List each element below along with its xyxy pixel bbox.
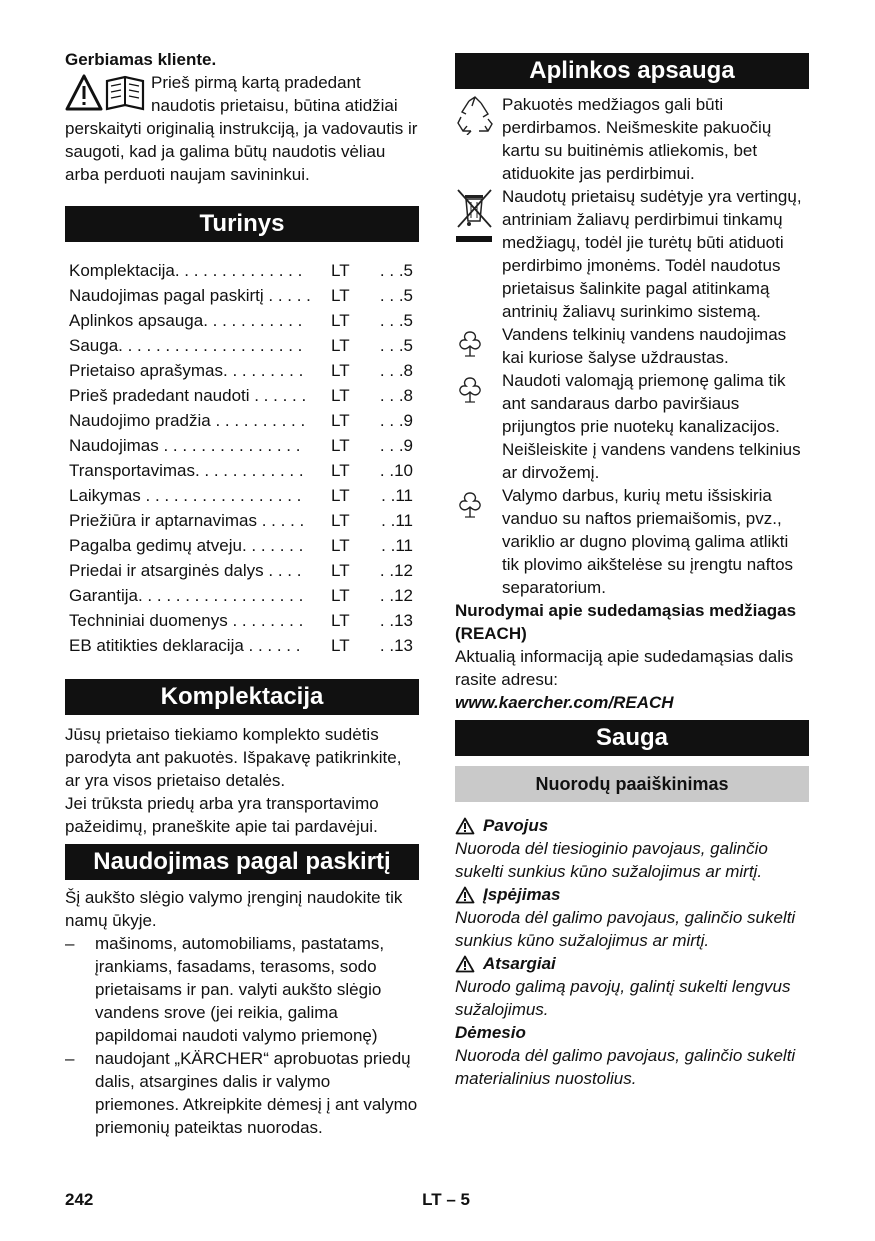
toc-title: Priedai ir atsarginės dalys . . . . <box>69 561 302 580</box>
right-column <box>455 53 809 1090</box>
greeting-block <box>65 71 419 186</box>
signal-text: Nuoroda dėl galimo pavojaus, galinčio sukelti sunkius kūno sužalojimus ar mirtį. <box>455 908 796 950</box>
signal-title <box>455 883 809 906</box>
toc-lang: LT <box>331 486 350 505</box>
signal-title-label: Įspėjimas <box>483 885 561 904</box>
toc-lang: LT <box>331 261 350 280</box>
toc-title: Techniniai duomenys . . . . . . . . <box>69 611 304 630</box>
toc-title: Prietaiso aprašymas. . . . . . . . . <box>69 361 304 380</box>
left-column <box>65 48 419 1139</box>
sauga-subheading: Nuorodų paaiškinimas <box>455 766 809 802</box>
list-item: – naudojant „KÄRCHER“ aprobuotas priedų dalis, atsargines dalis ir valymo priemones. Atkreipkite dėmesį į ant valymo priemonių pateiktas nuorodas. <box>65 1049 418 1137</box>
water-leaf-icon <box>455 484 502 599</box>
toc-lang: LT <box>331 286 350 305</box>
signal-text: Nuoroda dėl galimo pavojaus, galinčio sukelti materialinius nuostolius. <box>455 1046 796 1088</box>
toc-row[interactable] <box>69 483 419 508</box>
toc-row[interactable] <box>69 458 419 483</box>
toc-page: . . .8 <box>379 386 413 405</box>
toc-page: . . .9 <box>379 436 413 455</box>
toc-row[interactable] <box>69 308 419 333</box>
read-manual-warning-icon <box>65 73 147 115</box>
warning-triangle-icon <box>455 817 475 835</box>
toc-title: Prieš pradedant naudoti . . . . . . <box>69 386 307 405</box>
signal-title-label: Dėmesio <box>455 1023 526 1042</box>
signal-title-label: Pavojus <box>483 816 549 835</box>
sauga-heading: Sauga <box>455 720 809 756</box>
toc-row[interactable] <box>69 383 419 408</box>
page-label: LT – 5 <box>422 1190 470 1209</box>
toc-page: . .11 <box>381 511 413 530</box>
toc-heading: Turinys <box>65 206 419 242</box>
toc-lang: LT <box>331 611 350 630</box>
page-number: 242 <box>65 1190 94 1209</box>
toc-lang: LT <box>331 386 350 405</box>
toc-row[interactable] <box>69 408 419 433</box>
komplektacija-text: Jūsų prietaiso tiekiamo komplekto sudėtis parodyta ant pakuotės. Išpakavę patikrinkite, ar yra visos prietaiso detalės. <box>65 725 402 790</box>
env-item-water: Vandens telkinių vandens naudojimas kai kuriose šalyse uždraustas. <box>455 323 809 369</box>
water-leaf-icon <box>455 369 502 484</box>
recycle-icon <box>455 93 502 185</box>
list-item: – mašinoms, automobiliams, pastatams, įrankiams, fasadams, terasoms, sodo prietaisams ir pan. valyti aukšto slėgio vandens srove (jei reikia, galima papildomai naudoti valymo priemonę) <box>65 934 385 1045</box>
toc-row[interactable] <box>69 433 419 458</box>
toc-title: Priežiūra ir aptarnavimas . . . . . <box>69 511 305 530</box>
warning-triangle-icon <box>455 886 475 904</box>
toc-title: Aplinkos apsauga. . . . . . . . . . . <box>69 311 303 330</box>
toc-lang: LT <box>331 336 350 355</box>
aplinkos-heading: Aplinkos apsauga <box>455 53 809 89</box>
warning-triangle-icon <box>455 955 475 973</box>
naudojimas-heading: Naudojimas pagal paskirtį <box>65 844 419 880</box>
toc-title: Sauga. . . . . . . . . . . . . . . . . . . . <box>69 336 303 355</box>
env-item-oil: Valymo darbus, kurių metu išsiskiria vanduo su naftos priemaišomis, pvz., variklio ar dugno plovimą galima atlikti tik plovimo aikštelėse su įrengtu naftos separatorium. <box>455 484 809 599</box>
toc-lang: LT <box>331 586 350 605</box>
reach-text: Aktualią informaciją apie sudedamąsias dalis rasite adresu: <box>455 647 794 689</box>
toc-page: . .13 <box>379 611 413 630</box>
toc-page: . . .5 <box>379 286 413 305</box>
toc-lang: LT <box>331 411 350 430</box>
greeting-text: Prieš pirmą kartą pradedant naudotis prietaisu, būtina atidžiai perskaityti originalią instrukciją, ja vadovautis ir saugoti, kad ja galima būtų naudotis vėliau arba perduoti naujam savininkui. <box>65 73 418 184</box>
toc-title: Komplektacija. . . . . . . . . . . . . . <box>69 261 303 280</box>
toc-title: Garantija. . . . . . . . . . . . . . . . . . <box>69 586 304 605</box>
toc-row[interactable] <box>69 533 419 558</box>
reach-title: Nurodymai apie sudedamąsias medžiagas (REACH) <box>455 601 797 643</box>
toc-page: . . .5 <box>379 261 413 280</box>
toc-row[interactable] <box>69 608 419 633</box>
toc-row[interactable] <box>69 333 419 358</box>
komplektacija-text-missing: Jei trūksta priedų arba yra transportavimo pažeidimų, praneškite apie tai pardavėjui. <box>65 794 379 836</box>
toc-page: . .13 <box>379 636 413 655</box>
naudojimas-intro: Šį aukšto slėgio valymo įrenginį naudokite tik namų ūkyje. <box>65 888 403 930</box>
toc-lang: LT <box>331 436 350 455</box>
toc-title: Naudojimo pradžia . . . . . . . . . . <box>69 411 306 430</box>
toc-title: Transportavimas. . . . . . . . . . . . <box>69 461 304 480</box>
toc-page: . . .5 <box>379 311 413 330</box>
toc-page: . . .5 <box>379 336 413 355</box>
signal-words <box>455 814 809 1090</box>
toc-row[interactable] <box>69 583 419 608</box>
toc-title: Pagalba gedimų atveju. . . . . . . <box>69 536 304 555</box>
water-leaf-icon <box>455 323 502 369</box>
toc-row[interactable] <box>69 508 419 533</box>
toc-page: . .12 <box>379 561 413 580</box>
toc-title: Naudojimas . . . . . . . . . . . . . . . <box>69 436 301 455</box>
toc-lang: LT <box>331 636 350 655</box>
toc-page: . . .9 <box>379 411 413 430</box>
toc-page: . .12 <box>379 586 413 605</box>
signal-title-label: Atsargiai <box>483 954 556 973</box>
toc-title: Laikymas . . . . . . . . . . . . . . . . . <box>69 486 302 505</box>
toc-lang: LT <box>331 511 350 530</box>
env-item-recycle: Pakuotės medžiagos gali būti perdirbamos. Neišmeskite pakuočių kartu su buitinėmis atliekomis, bet atiduokite jas perdirbimui. <box>455 93 809 185</box>
signal-text: Nuoroda dėl tiesioginio pavojaus, galinčio sukelti sunkius kūno sužalojimus ar mirtį. <box>455 839 768 881</box>
toc-lang: LT <box>331 536 350 555</box>
toc-page: . .10 <box>379 461 413 480</box>
toc-lang: LT <box>331 311 350 330</box>
toc-page: . .11 <box>381 536 413 555</box>
reach-url-link[interactable]: www.kaercher.com/REACH <box>455 693 674 712</box>
toc-lang: LT <box>331 361 350 380</box>
env-item-weee: Naudotų prietaisų sudėtyje yra vertingų, antriniam žaliavų perdirbimui tinkamų medžiagų, todėl jie turėtų būti atiduoti perdirbimo įmonėms. Todėl naudotus prietaisus šalinkite pagal atitinkamą antrinių žaliavų surinkimo sistemą. <box>455 185 809 323</box>
toc-row[interactable] <box>69 633 419 658</box>
table-of-contents <box>65 258 419 658</box>
toc-row[interactable] <box>69 558 419 583</box>
signal-title <box>455 814 809 837</box>
signal-text: Nurodo galimą pavojų, galintį sukelti lengvus sužalojimus. <box>455 977 791 1019</box>
signal-title <box>455 1021 809 1044</box>
env-item-cleaning-agent: Naudoti valomąją priemonę galima tik ant sandaraus darbo paviršiaus prijungtos prie nuotekų kanalizacijos. Neišleiskite į vandens vandens telkinius ar dirvožemį. <box>455 369 809 484</box>
greeting-title: Gerbiamas kliente. <box>65 50 217 69</box>
signal-title <box>455 952 809 975</box>
toc-row[interactable] <box>69 283 419 308</box>
toc-row[interactable] <box>69 258 419 283</box>
toc-row[interactable] <box>69 358 419 383</box>
toc-title: Naudojimas pagal paskirtį . . . . . <box>69 286 311 305</box>
toc-lang: LT <box>331 561 350 580</box>
toc-lang: LT <box>331 461 350 480</box>
komplektacija-heading: Komplektacija <box>65 679 419 715</box>
toc-title: EB atitikties deklaracija . . . . . . <box>69 636 301 655</box>
toc-page: . . .8 <box>379 361 413 380</box>
crossed-bin-icon <box>455 185 502 323</box>
toc-page: . .11 <box>381 486 413 505</box>
